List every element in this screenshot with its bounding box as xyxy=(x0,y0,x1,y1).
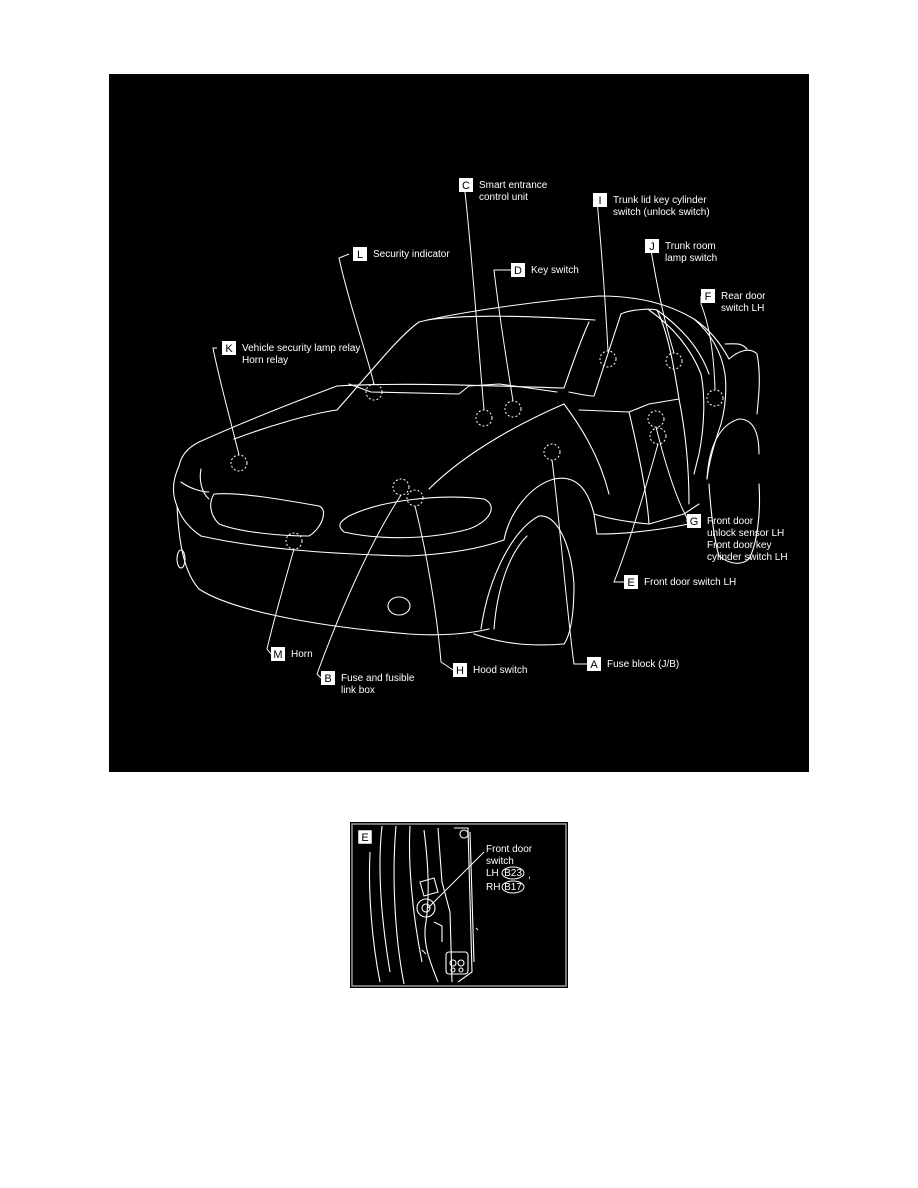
callout-label-line: lamp switch xyxy=(665,253,718,264)
callout-label-line: Horn xyxy=(291,649,313,660)
callout-label-line: Trunk room xyxy=(665,241,716,252)
callout-label-line: Trunk lid key cylinder xyxy=(613,195,707,206)
callout-label-line: cylinder switch LH xyxy=(707,552,788,563)
callout-letter: C xyxy=(462,180,470,192)
callout-label-line: control unit xyxy=(479,192,528,203)
callout-label-line: Front door key xyxy=(707,540,772,551)
callout-a xyxy=(587,657,679,671)
lh-connector-code: B23 xyxy=(504,868,522,879)
callout-label-line: unlock sensor LH xyxy=(707,528,785,539)
detail-background xyxy=(350,822,568,988)
detail-separator: , xyxy=(528,870,531,881)
callout-label-line: Vehicle security lamp relay xyxy=(242,343,361,354)
callout-label-line: switch LH xyxy=(721,303,765,314)
callout-label-line: Front door xyxy=(707,516,754,527)
callout-letter: G xyxy=(689,516,699,528)
callout-label-line: Fuse and fusible xyxy=(341,673,415,684)
callout-d xyxy=(511,263,579,277)
callout-label-line: Front door switch LH xyxy=(644,577,737,588)
callout-label-line: link box xyxy=(341,685,375,696)
callout-letter: J xyxy=(649,241,655,253)
callout-label-line: Security indicator xyxy=(373,249,450,260)
callout-letter: M xyxy=(273,649,283,661)
callout-label-line: Hood switch xyxy=(473,665,528,676)
callout-label-line: Rear door xyxy=(721,291,766,302)
callout-label-line: Key switch xyxy=(531,265,579,276)
callout-letter: E xyxy=(627,577,635,589)
callout-label-line: switch (unlock switch) xyxy=(613,207,710,218)
detail-lh-label: LH xyxy=(486,868,499,879)
callout-letter: L xyxy=(356,249,364,261)
callout-letter: H xyxy=(456,665,464,677)
callout-letter: D xyxy=(514,265,522,277)
callout-label-line: Smart entrance xyxy=(479,180,548,191)
detail-rh-label: RH xyxy=(486,882,501,893)
detail-label-line-2: switch xyxy=(486,856,514,867)
callout-letter: A xyxy=(590,659,598,671)
callout-letter: I xyxy=(598,195,602,207)
callout-letter: F xyxy=(704,291,712,303)
detail-label-line-1: Front door xyxy=(486,844,533,855)
callout-label-line: Horn relay xyxy=(242,355,289,366)
callout-h xyxy=(453,663,527,677)
callout-label-line: Fuse block (J/B) xyxy=(607,659,680,670)
detail-badge-letter: E xyxy=(361,832,369,844)
callout-letter: B xyxy=(324,673,332,685)
front-door-switch-detail xyxy=(350,822,568,988)
callout-m xyxy=(271,647,313,661)
component-location-diagram xyxy=(109,74,809,772)
callout-letter: K xyxy=(225,343,233,355)
rh-connector-code: B17 xyxy=(504,882,522,893)
